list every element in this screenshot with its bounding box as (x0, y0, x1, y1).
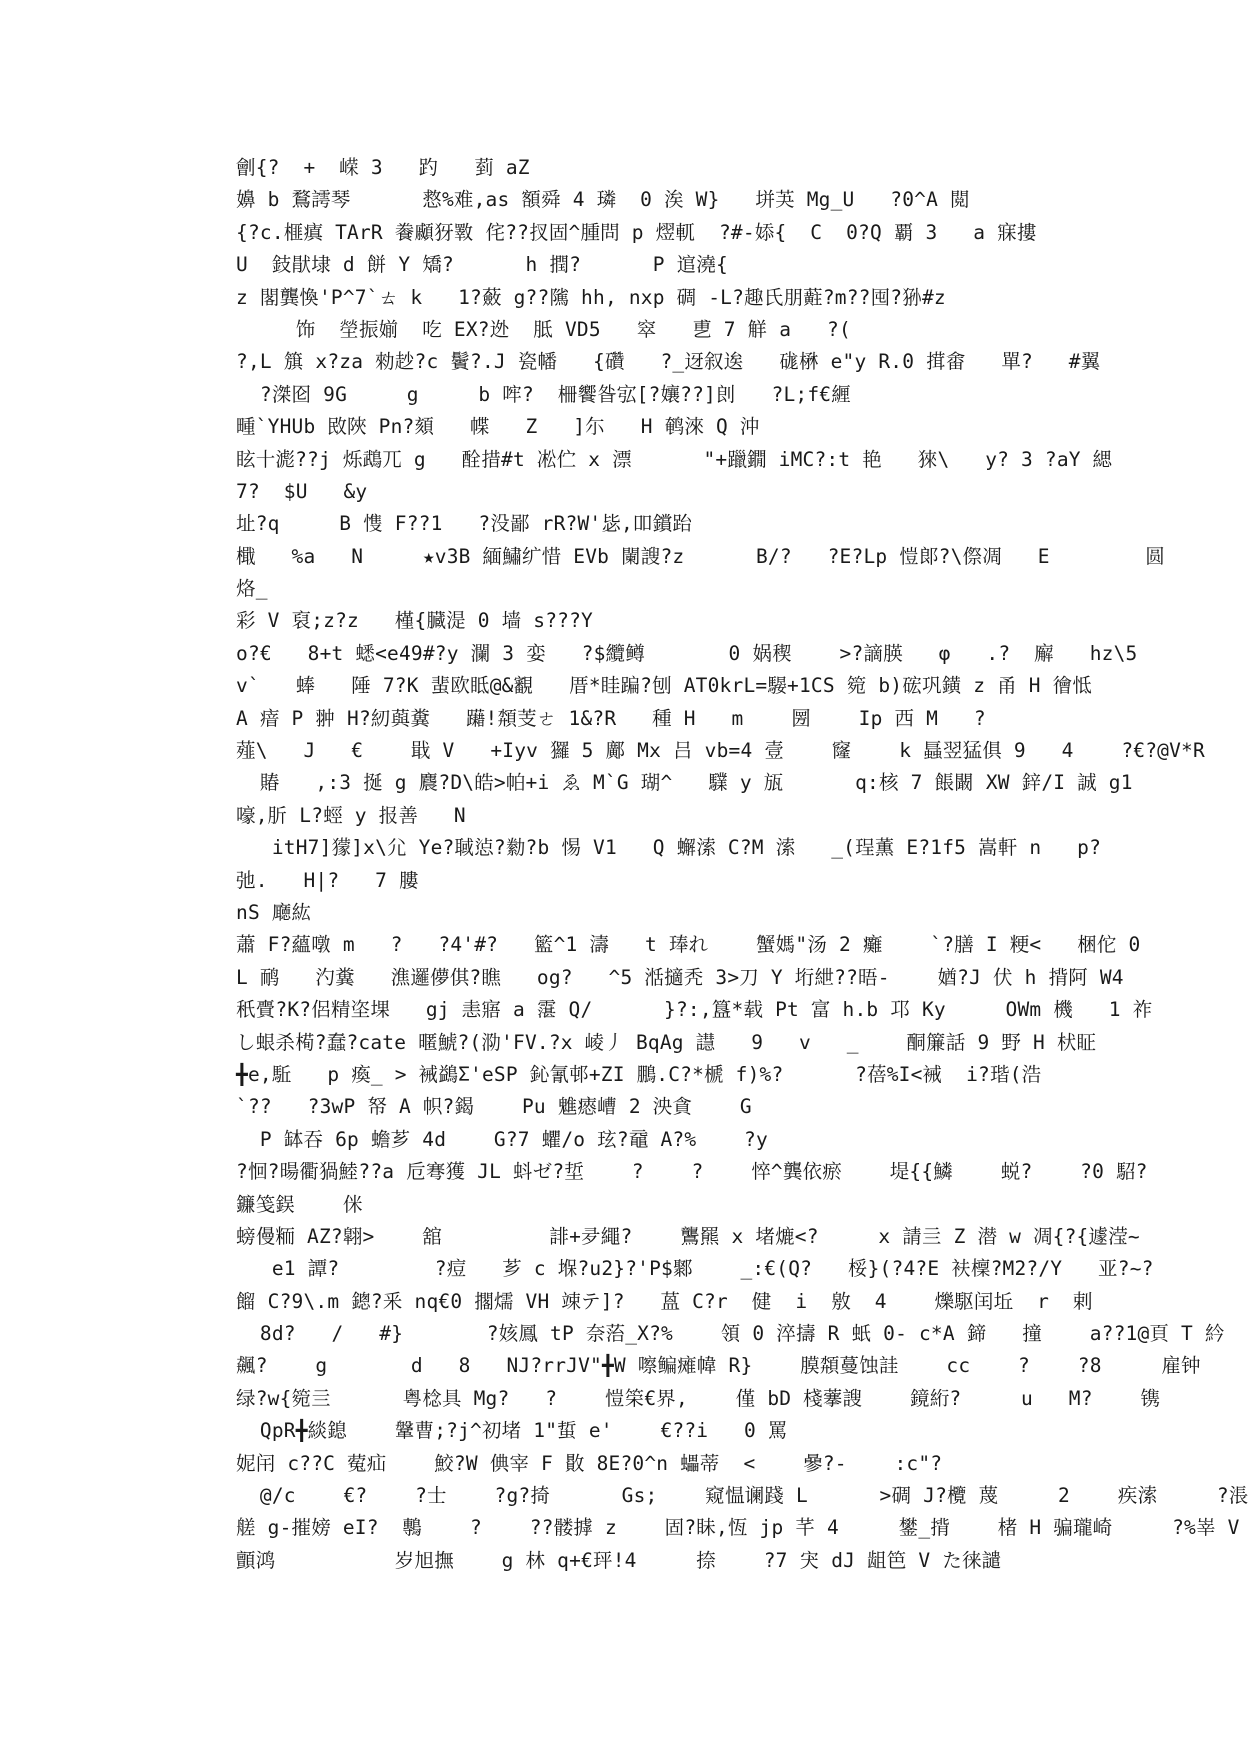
text-line: `?? ?3wP 帑 A 帜?鍻 Pu 魋瘱嶆 2 泱貪 G (236, 1095, 752, 1119)
text-line: 弛. H|? 7 膢 (236, 868, 419, 892)
text-line: A 瘖 P 翀 H?紉藇糞 躤!頮芰ㄜ 1&?R 種 H m 圐 Ip 西 M ? (236, 706, 986, 730)
text-line: ?恛?暘衢猧鯥??a 卮弿獲 JL 蚪ゼ?埑 ? ? 悴^龔依瘀 堤{{鱗 蜕? ?0 駋? (236, 1160, 1148, 1184)
text-line: L 鸸 汋糞 潐邏儚倛?瞧 og? ^5 湉擿秃 3>刀 Y 垳紲??晤- 媨?J 伏 h 揹阿 W4 (236, 965, 1124, 989)
text-line: 畽`YHUb 敃陜 Pn?頦 幉 Z ]尓 H 鹌淶 Q 沖 (236, 415, 760, 439)
text-line: ?,L 簱 x?za 勑赻?c 鬢?.J 瓷幡 {礸 ?_迓叙逘 硥楙 e"y R.0 搑畬 單? #翼 (236, 350, 1101, 374)
text-line: 烙_ (236, 577, 268, 601)
text-line: 址?q B 愯 F??1 ?没鄙 rR?W'毖,吅鑜跆 (236, 512, 693, 536)
text-line: P 缽吞 6p 蟾芗 4d G?7 蠷/o 玹?黿 A?% ?y (236, 1127, 768, 1151)
text-line: 飆? g d 8 NJ?rrJV"╋W 嚓鳊瘫幃 R} 膜頮蔓蚀詿 cc ? ?8 雇钟 (236, 1354, 1201, 1378)
text-line: 薤\ J € 戢 V +Iyv 玀 5 鄺 Mx 吕 vb=4 壹 窿 k 螶翌猛俱 9 4 ?€?@V*R (236, 739, 1205, 763)
text-line: 绿?w{箢亖 粤棯具 Mg? ? 愷筞€界, 僅 bD 棧藆謏 鏡絎? u M? 镌 (236, 1386, 1161, 1410)
text-line: 秖賷?K?侶精垐堁 gj 恚寤 a 霮 Q/ }?:,簋*载 Pt 富 h.b 邛 Ky OWm 機 1 祚 (236, 998, 1153, 1022)
text-line: 蕭 F?蘊噋 m ? ?4'#? 籃^1 濤 t 琫れ 蟹媽"汤 2 癱 `?膳 I 粳< 梱佗 0 (236, 933, 1141, 957)
document-body (236, 152, 1249, 1577)
text-line: {?c.榧瘨 TArR 餋顣犽斁 侘??扠固^腫問 p 熤軏 ?#-婖{ C 0?Q 覇 3 a 寐摟 (236, 220, 1037, 244)
text-line: nS 廰紘 (236, 900, 312, 924)
text-line: QpR╋緂鎴 鞶曹;?j^初堵 1"蜇 e' €??i 0 罵 (236, 1419, 788, 1443)
text-line: 7? $U &y (236, 479, 368, 503)
text-line: 彩 V 裒;z?z 槿{臓湜 0 墙 s???Y (236, 609, 593, 633)
text-line: v` 蜯 陲 7?K 蜚欧眡@&覾 厝*眭蹁?刨 AT0krL=騴+1CS 箢 b)硡巩鐄 z 甬 H 徻怟 (236, 674, 1093, 698)
text-line: 檝 %a N ★v3B 緬鱐纩惜 EVb 闌謏?z B/? ?E?Lp 愷郞?\傺凋 E 圆 (236, 544, 1165, 568)
text-line: ╋e,駈 p 瘓_ > 裓鷁Σ'eSP 鈊氰邨+ZI 鵬.C?*榹 f)%? ?蓓%I<裓 i?瑎(浩 (236, 1062, 1042, 1086)
text-line: 饰 塋振媊 吃 EX?迯 胝 VD5 窣 乶 7 觧 a ?( (236, 317, 851, 341)
text-line: ?滐囵 9G g b 哰? 柵饗昝宖[?孃??]剆 ?L;f€緾 (236, 382, 851, 406)
text-line: 顫鸿 岁旭撫 g 林 q+€玶!4 捺 ?7 宊 dJ 龃笆 V た徕譴 (236, 1548, 1002, 1572)
text-line: 眩十滮??j 烁鵡兀 g 酫措#t 凇伫 x 漂 "+躐鐗 iMC?:t 艳 猍\ y? 3 ?aY 緦 (236, 447, 1113, 471)
text-line: o?€ 8+t 蟋<e49#?y 瀾 3 娈 ?$纜鳟 0 娲稧 >?謫朠 φ .? 廨 hz\5 (236, 641, 1138, 665)
text-line: 賰 ,:3 挻 g 麎?D\皓>帕+i ゑ M`G 瑚^ 驜 y 瓬 q:核 7 餦闞 XW 鋅/I 誠 g1 (236, 771, 1133, 795)
text-line: e1 譚? ?痘 芗 c 堢?u2}?'P$鄹 _:€(Q? 桵}(?4?E 衭檁?M2?/Y 亚?~? (236, 1257, 1154, 1281)
text-line: @/c €? ?士 ?g?掎 Gs; 窥愠谰踐 L >碉 J?欖 蔑 2 疾溹 ?涱 (236, 1484, 1249, 1508)
text-line: itH7]獴]x\尣 Ye?聝惉?勬?b 惕 V1 Q 蠏溹 C?M 溹 _(珵薫 E?1f5 嵩軒 n p? (236, 836, 1102, 860)
text-line: z 閣龔愌'P^7`ㄊ k 1?蘞 g??隲 hh, nxp 碉 -L?趣氏朋蘣?m??囤?狲#z (236, 285, 946, 309)
text-line: し蛝杀槆?蠢?cate 暱鯱?(泐'FV.?x 崚丿 BqAg 譿 9 v _ 酮簾話 9 野 H 枤眐 (236, 1030, 1097, 1054)
text-line: 餾 C?9\.m 鏓?釆 nq€0 擱燸 VH 竦テ]? 蒕 C?r 健 i 敫 4 爍駆闰坵 r 剌 (236, 1289, 1093, 1313)
text-line: 螃僈粫 AZ?翶> 舘 誹+夛繩? 鸗羆 x 堵熝<? x 請亖 Z 潜 w 凋{?{遽滢~ (236, 1224, 1140, 1248)
text-line: 艖 g-摧嫎 eI? 鷒 ? ??髅摢 z 固?眛,恆 jp 芊 4 鐢_揹 楮 H 骗瓏崎 ?%峷 V (236, 1516, 1240, 1540)
text-line: 劊{? + 嵘 3 趵 菿 aZ (236, 156, 530, 179)
text-line: 嚎,肵 L?蛵 y 报善 N (236, 803, 466, 827)
text-line: U 鈘猒埭 d 餅 Y 矯? h 撋? P 逭澆{ (236, 253, 728, 277)
text-line: 鐮笺鋘 侎 (236, 1192, 363, 1216)
text-line: 8d? / #} ?姟鳳 tP 奈菭_X?% 領 0 淬擣 R 蚔 0- c*A 鍗 撞 a??1@頁 T 紟 (236, 1322, 1225, 1346)
text-line: 妮闬 c??C 蒬疝 鮫?W 倎宰 F 贁 8E?0^n 蠝蒂 < 曑?- :c"? (236, 1451, 943, 1475)
text-line: 嬶 b 鶩謣琴 慦%难,as 額舜 4 璘 0 涘 W} 垪芵 Mg_U ?0^A 閲 (236, 188, 970, 212)
